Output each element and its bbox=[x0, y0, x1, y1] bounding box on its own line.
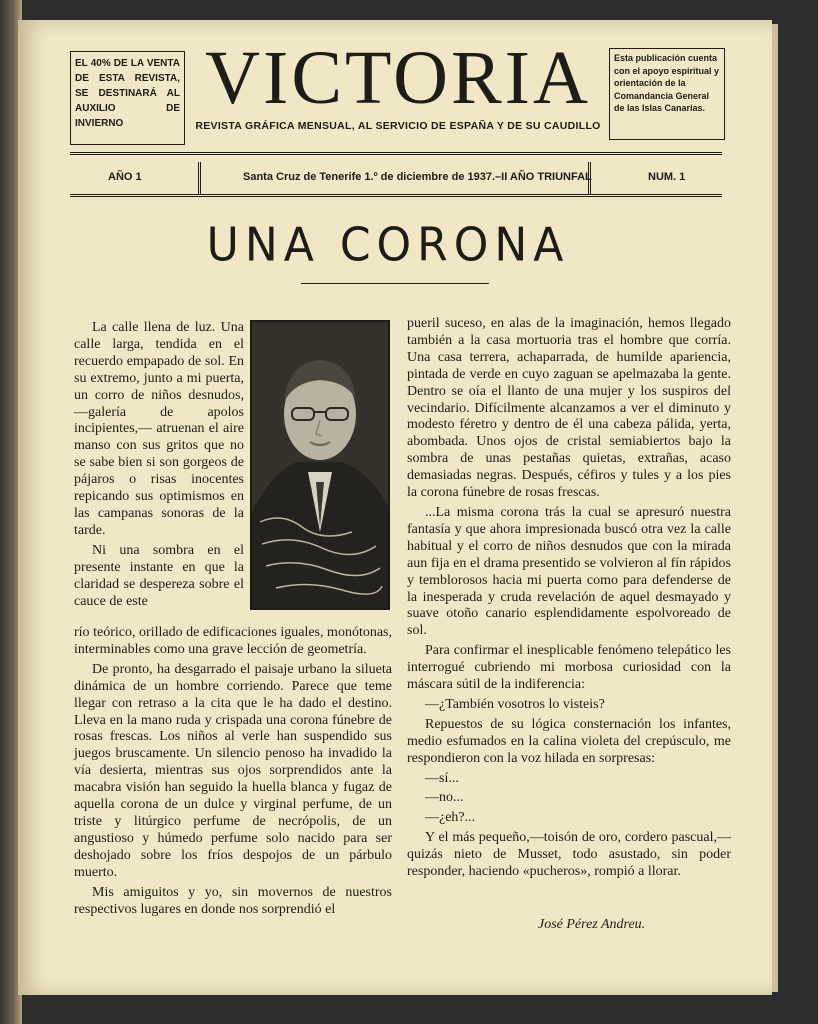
paragraph: Ni una sombra en el presente instante en que la claridad se despereza sobre el cauce de este bbox=[74, 542, 244, 609]
dialog-line: —sí... bbox=[425, 770, 459, 786]
dialog-line: —¿eh?... bbox=[425, 810, 476, 826]
issue-number: NUM. 1 bbox=[648, 171, 686, 183]
page-edge bbox=[772, 24, 778, 992]
masthead bbox=[188, 38, 608, 132]
magazine-subtitle: REVISTA GRÁFICA MENSUAL, AL SERVICIO DE ESPAÑA Y DE SU CAUDILLO bbox=[195, 120, 601, 132]
issue-dateline: Santa Cruz de Tenerife 1.º de diciembre de 1937.–II AÑO TRIUNFAL bbox=[243, 171, 592, 183]
paragraph: río teórico, orillado de edificaciones iguales, monótonas, interminables como una grave lección de geometría. bbox=[74, 625, 392, 657]
portrait-image bbox=[252, 322, 388, 608]
magazine-title: VICTORIA bbox=[205, 36, 591, 120]
dialog-line: —no... bbox=[425, 790, 464, 806]
headline-underline bbox=[301, 283, 489, 284]
paragraph: Mis amiguitos y yo, sin movernos de nuestros respectivos lugares en donde nos sorprendió el bbox=[74, 884, 392, 917]
paragraph: La calle llena de luz. Una calle larga, tendida en el recuerdo empapado de sol. En su extremo, junto a mi puerta, un corro de niños desnudos, —galería de apolos incipientes,— atruenan el aire manso con sus gritos que no se sabe bien si son gorgeos de pájaros o risas inocentes repicando sus optimismos en las campanas sonoras de la tarde. bbox=[74, 320, 244, 538]
author-signature: José Pérez Andreu. bbox=[538, 917, 646, 932]
article-column-left-bottom bbox=[74, 625, 392, 921]
bottom-rule bbox=[70, 194, 722, 197]
top-rule bbox=[70, 152, 722, 155]
article-column-right bbox=[407, 316, 731, 884]
page-content bbox=[18, 20, 772, 995]
dialog-question: —¿También vosotros lo visteis? bbox=[425, 696, 605, 712]
sales-notice-box: EL 40% DE LA VENTA DE ESTA REVISTA, SE DESTINARÁ AL AUXILIO DE INVIERNO bbox=[70, 51, 185, 145]
article-column-left-top bbox=[74, 320, 244, 613]
paragraph: De pronto, ha desgarrado el paisaje urbano la silueta dinámica de un hombre corriendo. Parece que teme llegar con retraso a la cita que le ha dado el destino. Lleva en la mano ruda y crispada una corona fúnebre de rosas frescas. Los niños al verle han suspendido sus juegos bruscamente. Un silencio penoso ha invadido la vía desierta, mientras sus ojos sorprendidos ante la macabra visión han seguido la huella blanca y fugaz de aquella corona de un dulce y virginal perfume, de un triste y litúrgico perfume de necrópolis, de un angustioso y húmedo perfume solo nacido para ser deshojado sobre los fríos despojos de un párbulo muerto. bbox=[74, 661, 392, 880]
article-headline: UNA CORONA bbox=[206, 218, 570, 273]
paragraph: Para confirmar el inesplicable fenómeno telepático les interrogué cubriendo mi morbosa curiosidad con la máscara sútil de la indiferencia: bbox=[407, 643, 731, 693]
issue-bar bbox=[70, 162, 722, 194]
divider bbox=[198, 162, 201, 194]
paragraph: Y el más pequeño,—toisón de oro, cordero pascual,—quizás nieto de Musset, todo asustado, sin poder responder, haciendo «pucheros», rompió a llorar. bbox=[407, 830, 731, 880]
author-portrait-photo bbox=[250, 320, 390, 610]
paragraph: ...La misma corona trás la cual se apresuró nuestra fantasía y que ahora impresionada buscó otra vez la calle habitual y el corro de niños desnudos que con la mirada aun fija en el drama presentido se volvieron al fín rápidos y temblorosos hacia mi puerta como para defenderse de la inesperada y cruda revelación de aquel desmayado y suave otoño canario esplendidamente espolvoreado de sol. bbox=[407, 504, 731, 639]
paragraph: pueril suceso, en alas de la imaginación, hemos llegado también a la casa mortuoria tras el hombre que corría. Una casa terrera, achaparrada, de humilde apariencia, pintada de verde en cuyo zaguan se apelmazaba la gente. Dentro se oía el llanto de una mujer y los suspiros del vecindario. Difícilmente alcanzamos a ver el diminuto y modesto féretro y dentro de él una cabeza pálida, yerta, abombada. Unos ojos de cristal semiabiertos bajo la sombra de unas pestañas quietas, extrañas, acaso demasiadas negras. Después, céfiros y tules y a los pies la corona fúnebre de rosas frescas. bbox=[407, 316, 731, 501]
support-notice-box: Esta publicación cuenta con el apoyo espiritual y orientación de la Comandancia General de las Islas Canarias. bbox=[609, 48, 725, 140]
paragraph: Repuestos de su lógica consternación los infantes, medio esfumados en la calina violeta del crepúsculo, me respondieron con la voz hilada en sorpresas: bbox=[407, 716, 731, 766]
issue-year: AÑO 1 bbox=[108, 171, 142, 183]
divider bbox=[588, 162, 591, 194]
